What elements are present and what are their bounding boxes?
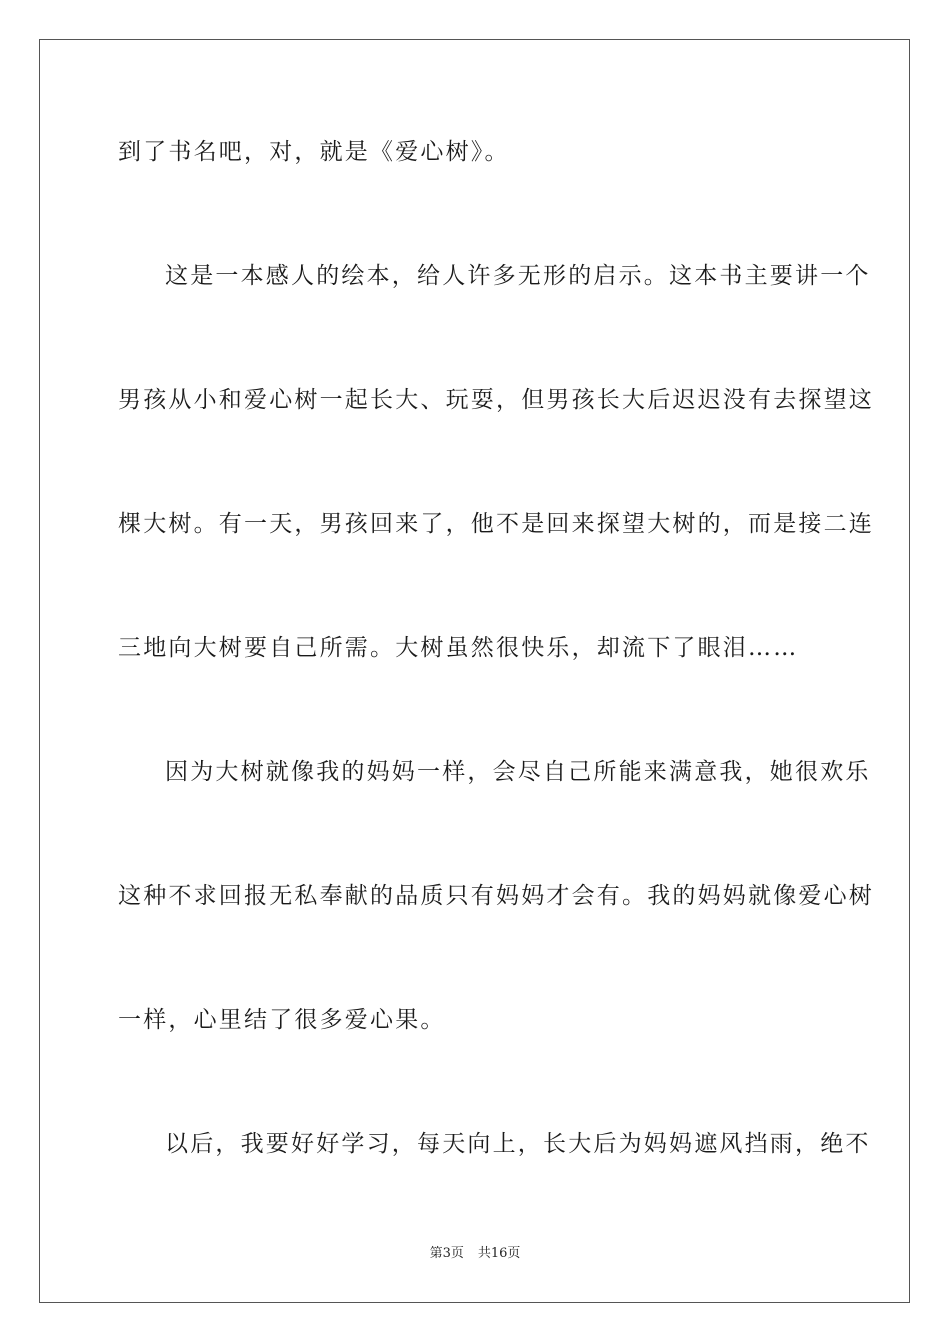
text-line-4: 棵大树。有一天，男孩回来了，他不是回来探望大树的，而是接二连 [118, 511, 874, 537]
text-line-2: 这是一本感人的绘本，给人许多无形的启示。这本书主要讲一个 [165, 263, 871, 289]
text-line-7: 这种不求回报无私奉献的品质只有妈妈才会有。我的妈妈就像爱心树 [118, 883, 874, 909]
page-total: 共16页 [477, 1246, 521, 1261]
page-footer [0, 1244, 950, 1264]
page-number: 第3页 [429, 1246, 464, 1261]
text-line-8: 一样，心里结了很多爱心果。 [118, 1007, 446, 1033]
text-line-9: 以后，我要好好学习，每天向上，长大后为妈妈遮风挡雨，绝不 [165, 1131, 871, 1157]
text-line-5: 三地向大树要自己所需。大树虽然很快乐，却流下了眼泪…… [118, 635, 799, 661]
text-line-1: 到了书名吧，对，就是《爱心树》。 [118, 139, 510, 165]
page-border [39, 39, 910, 1303]
text-line-3: 男孩从小和爱心树一起长大、玩耍，但男孩长大后迟迟没有去探望这 [118, 387, 874, 413]
text-line-6: 因为大树就像我的妈妈一样，会尽自己所能来满意我，她很欢乐 [165, 759, 871, 785]
